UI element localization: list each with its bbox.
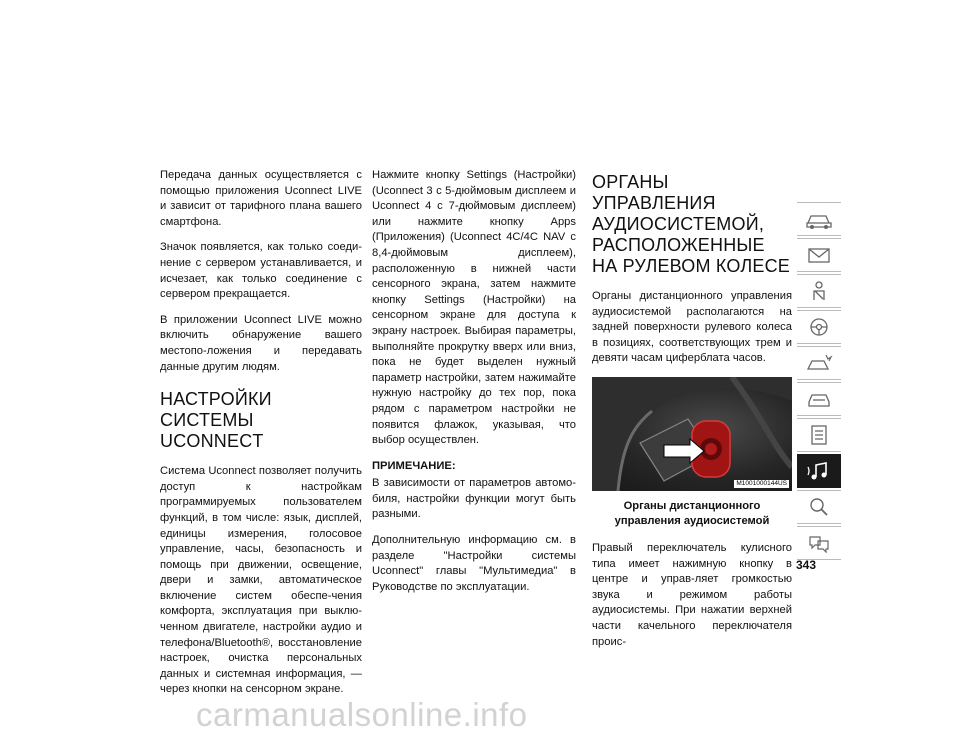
car-crash-icon <box>804 351 834 375</box>
column-left <box>160 168 362 708</box>
watermark: carmanualsonline.info <box>196 696 528 733</box>
tab-steering-wheel[interactable] <box>797 310 841 344</box>
tab-car-dashboard[interactable] <box>797 202 841 236</box>
envelope-warning-icon <box>804 243 834 267</box>
tab-checklist[interactable] <box>797 418 841 452</box>
multimedia-music-icon <box>804 459 834 483</box>
tab-languages[interactable] <box>797 526 841 560</box>
car-dashboard-icon <box>804 207 834 231</box>
tab-envelope-warning[interactable] <box>797 238 841 272</box>
car-service-icon <box>804 387 834 411</box>
section-heading: НАСТРОЙКИ СИСТЕМЫ UCONNECT <box>160 389 272 452</box>
paragraph: Нажмите кнопку Settings (Настройки) (Uconnect 3 с 5-дюймовым дисплеем и Uconnect 4 с 7-дюймовым дисплеем) или нажмите кнопку Apps (Приложения) (Uconnect 4C/4C NAV с 8,4-дюймовым дисплеем), расположенную в нижней части сенсорного экрана, затем нажмите кнопку Settings (Настройки) на сенсорном экране для доступа к экрану настроек. Выбирая параметры, выполняйте прокрутку вверх или вниз, пока не будет выделен нужный параметр настройки, затем нажимайте нужную настройку до тех пор, пока рядом с параметром настройки не появится флажок, указывая, что выбор осуществлен. <box>372 169 576 447</box>
page-number: 343 <box>796 558 817 572</box>
figure-caption: Органы дистанционного управления аудиосистемой <box>614 499 770 527</box>
section-heading: ОРГАНЫ УПРАВЛЕНИЯ АУДИОСИСТЕМОЙ, РАСПОЛОЖЕННЫЕ НА РУЛЕВОМ КОЛЕСЕ <box>592 172 790 276</box>
column-right <box>592 172 792 660</box>
tab-multimedia[interactable] <box>797 454 841 488</box>
paragraph: Органы дистанционного управления аудиосистемой располагаются на задней поверхности рулевого колеса в позициях, соответствующих трем и девяти часам циферблата часов. <box>592 290 792 365</box>
tab-car-crash[interactable] <box>797 346 841 380</box>
paragraph: Система Uconnect позволяет получить доступ к настройкам программируемых пользователем функций, в том числе: язык, дисплей, единицы измерения, голосовое управление, часы, безопасность и помощь при движении, освещение, двери и замки, автоматическое включение систем обеспе-чения комфорта, эксплуатация при выклю-ченном двигателе, настройки аудио и телефона/Bluetooth®, восстановление настроек, очистка персональных данных и системная информация, — через кнопки на сенсорном экране. <box>160 465 362 696</box>
steering-wheel-illustration <box>592 377 792 491</box>
figure-code: M1001000144US <box>736 479 787 487</box>
note-title: ПРИМЕЧАНИЕ: <box>372 459 456 472</box>
paragraph: Передача данных осуществляется с помощью приложения Uconnect LIVE и зависит от тарифного плана вашего смартфона. <box>160 169 362 228</box>
search-icon <box>804 495 834 519</box>
chapter-tabs <box>797 202 841 562</box>
paragraph: Дополнительную информацию см. в разделе "Настройки системы Uconnect" главы "Мультимедиа" в Руководстве по эксплуатации. <box>372 534 576 593</box>
tab-car-service[interactable] <box>797 382 841 416</box>
steering-wheel-controls-figure <box>592 377 792 491</box>
checklist-icon <box>804 423 834 447</box>
tab-search[interactable] <box>797 490 841 524</box>
seatbelt-person-icon <box>804 279 834 303</box>
column-middle <box>372 168 576 605</box>
paragraph: В приложении Uconnect LIVE можно включить обнаружение вашего местопо-ложения и передавать данные другим людям. <box>160 313 362 373</box>
steering-wheel-icon <box>804 315 834 339</box>
note-text: В зависимости от параметров автомо-биля, настройки функции могут быть разными. <box>372 477 576 521</box>
paragraph: Правый переключатель кулисного типа имеет нажимную кнопку в центре и управ-ляет громкостью звука и режимом работы аудиосистемы. При нажатии верхней части качельного переключателя проис- <box>592 541 792 648</box>
languages-icon <box>804 531 834 555</box>
paragraph: Значок появляется, как только соеди-нение с сервером устанавливается, и исчезает, как только соединение с сервером прекращается. <box>160 241 362 301</box>
tab-seatbelt-person[interactable] <box>797 274 841 308</box>
